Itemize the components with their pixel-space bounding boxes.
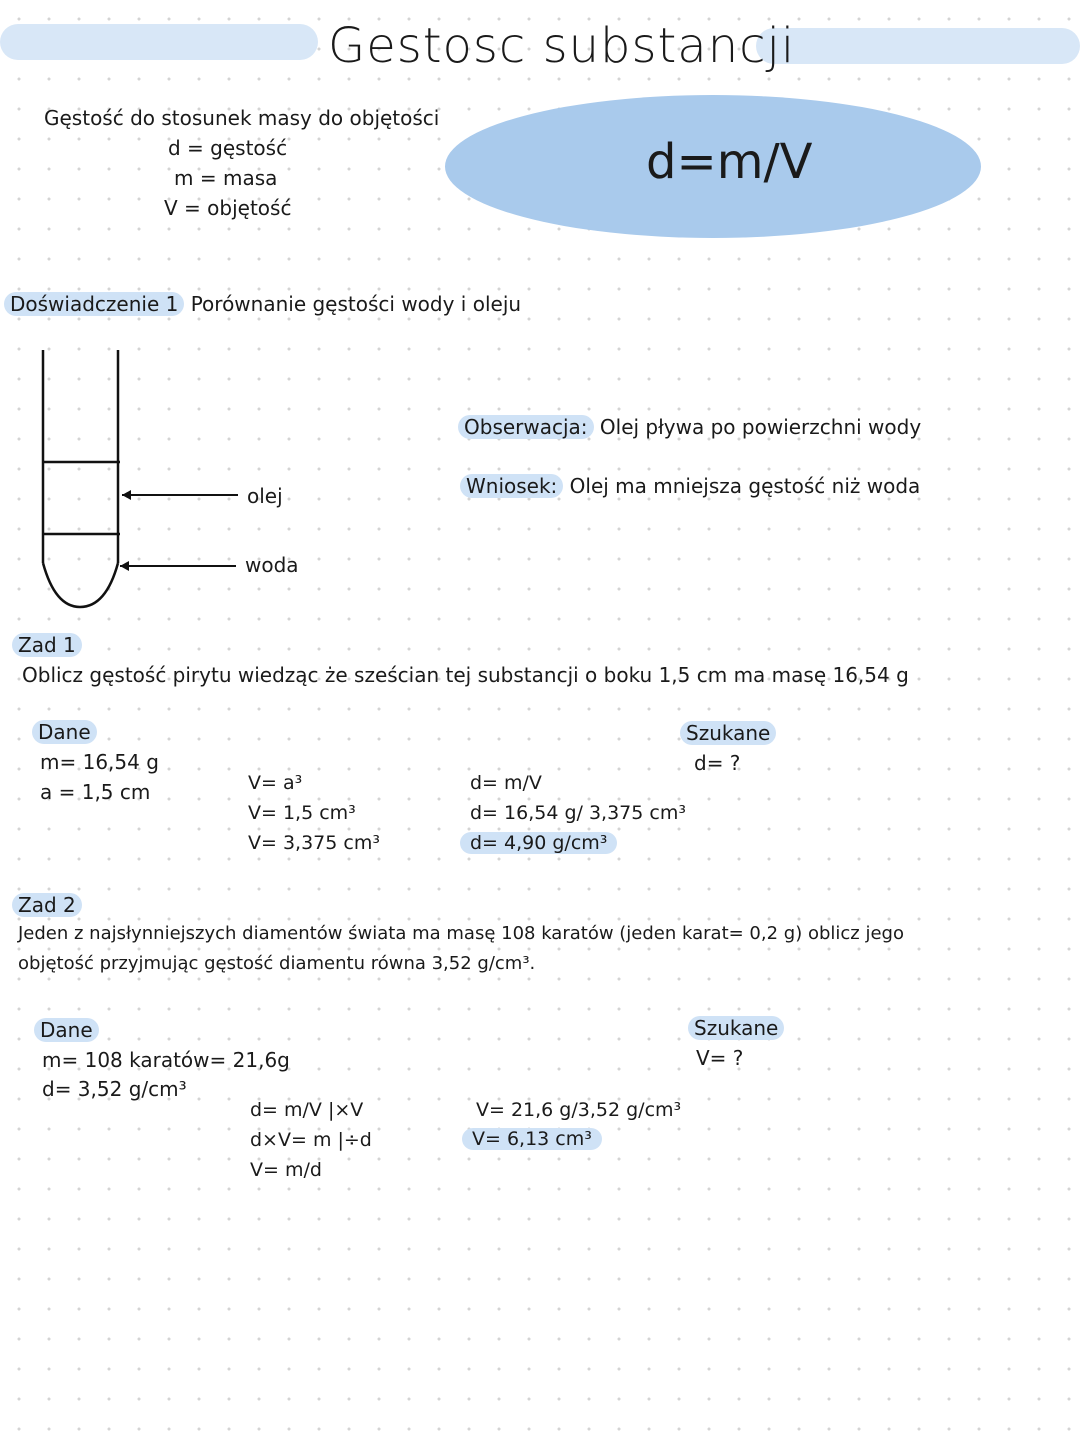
task2-sought: V= ? bbox=[696, 1046, 744, 1070]
conclusion bbox=[460, 474, 920, 498]
observation-text: Olej pływa po powierzchni wody bbox=[599, 415, 922, 439]
task2-given-mass: m= 108 karatów= 21,6g bbox=[42, 1048, 290, 1072]
label-oil: olej bbox=[247, 484, 283, 508]
task2-calc: V= 21,6 g/3,52 g/cm³ bbox=[476, 1099, 682, 1121]
arrow-oil-head bbox=[122, 490, 131, 500]
task1-given-edge: a = 1,5 cm bbox=[40, 780, 151, 804]
task1-volume-result: V= 3,375 cm³ bbox=[248, 832, 380, 854]
task1-label-wrap bbox=[12, 633, 82, 657]
page-title: Gestosc substancji bbox=[328, 18, 796, 74]
task1-given-label-wrap bbox=[32, 720, 97, 744]
observation-label: Obserwacja: bbox=[458, 415, 594, 439]
task2-transform-1: d= m/V |×V bbox=[250, 1099, 364, 1121]
task2-given-label: Dane bbox=[34, 1018, 99, 1042]
task1-label: Zad 1 bbox=[12, 633, 82, 657]
conclusion-label: Wniosek: bbox=[460, 474, 563, 498]
task1-sought: d= ? bbox=[694, 751, 741, 775]
task2-given-label-wrap bbox=[34, 1018, 99, 1042]
task1-given-mass: m= 16,54 g bbox=[40, 750, 159, 774]
density-formula: d=m/V bbox=[646, 134, 813, 190]
legend-mass: m = masa bbox=[174, 166, 278, 190]
task1-result-wrap bbox=[460, 832, 617, 854]
task2-sought-label: Szukane bbox=[688, 1016, 784, 1040]
task2-label-wrap bbox=[12, 893, 82, 917]
task2-sought-label-wrap bbox=[688, 1016, 784, 1040]
experiment-heading bbox=[4, 292, 521, 316]
legend-volume: V = objętość bbox=[164, 196, 292, 220]
experiment-label: Doświadczenie 1 bbox=[4, 292, 184, 316]
task1-result: d= 4,90 g/cm³ bbox=[460, 832, 617, 854]
arrow-water-head bbox=[120, 561, 129, 571]
definition-text: Gęstość do stosunek masy do objętości bbox=[44, 106, 440, 130]
task2-result: V= 6,13 cm³ bbox=[462, 1128, 602, 1150]
legend-density: d = gęstość bbox=[168, 136, 288, 160]
task1-volume-formula: V= a³ bbox=[248, 772, 303, 794]
experiment-text: Porównanie gęstości wody i oleju bbox=[190, 292, 522, 316]
task1-density-formula: d= m/V bbox=[470, 772, 542, 794]
task2-text-line1: Jeden z najsłynniejszych diamentów świata ma masę 108 karatów (jeden karat= 0,2 g) oblicz jego bbox=[18, 923, 904, 944]
task1-given-label: Dane bbox=[32, 720, 97, 744]
title-decor-right bbox=[756, 28, 1080, 64]
task1-text: Oblicz gęstość pirytu wiedząc że sześcian tej substancji o boku 1,5 cm ma masę 16,54 g bbox=[22, 663, 909, 687]
task2-label: Zad 2 bbox=[12, 893, 82, 917]
conclusion-text: Olej ma mniejsza gęstość niż woda bbox=[569, 474, 921, 498]
task1-sought-label-wrap bbox=[680, 721, 776, 745]
task1-density-sub: d= 16,54 g/ 3,375 cm³ bbox=[470, 802, 686, 824]
task2-given-density: d= 3,52 g/cm³ bbox=[42, 1077, 187, 1101]
task1-volume-sub: V= 1,5 cm³ bbox=[248, 802, 356, 824]
title-decor-left bbox=[0, 24, 318, 60]
task2-text-line2: objętość przyjmując gęstość diamentu równa 3,52 g/cm³. bbox=[18, 953, 536, 974]
task2-transform-3: V= m/d bbox=[250, 1159, 322, 1181]
tube-bottom bbox=[43, 563, 118, 607]
task2-transform-2: d×V= m |÷d bbox=[250, 1129, 372, 1151]
task2-result-wrap bbox=[462, 1128, 602, 1150]
observation bbox=[458, 415, 921, 439]
label-water: woda bbox=[245, 553, 299, 577]
task1-sought-label: Szukane bbox=[680, 721, 776, 745]
